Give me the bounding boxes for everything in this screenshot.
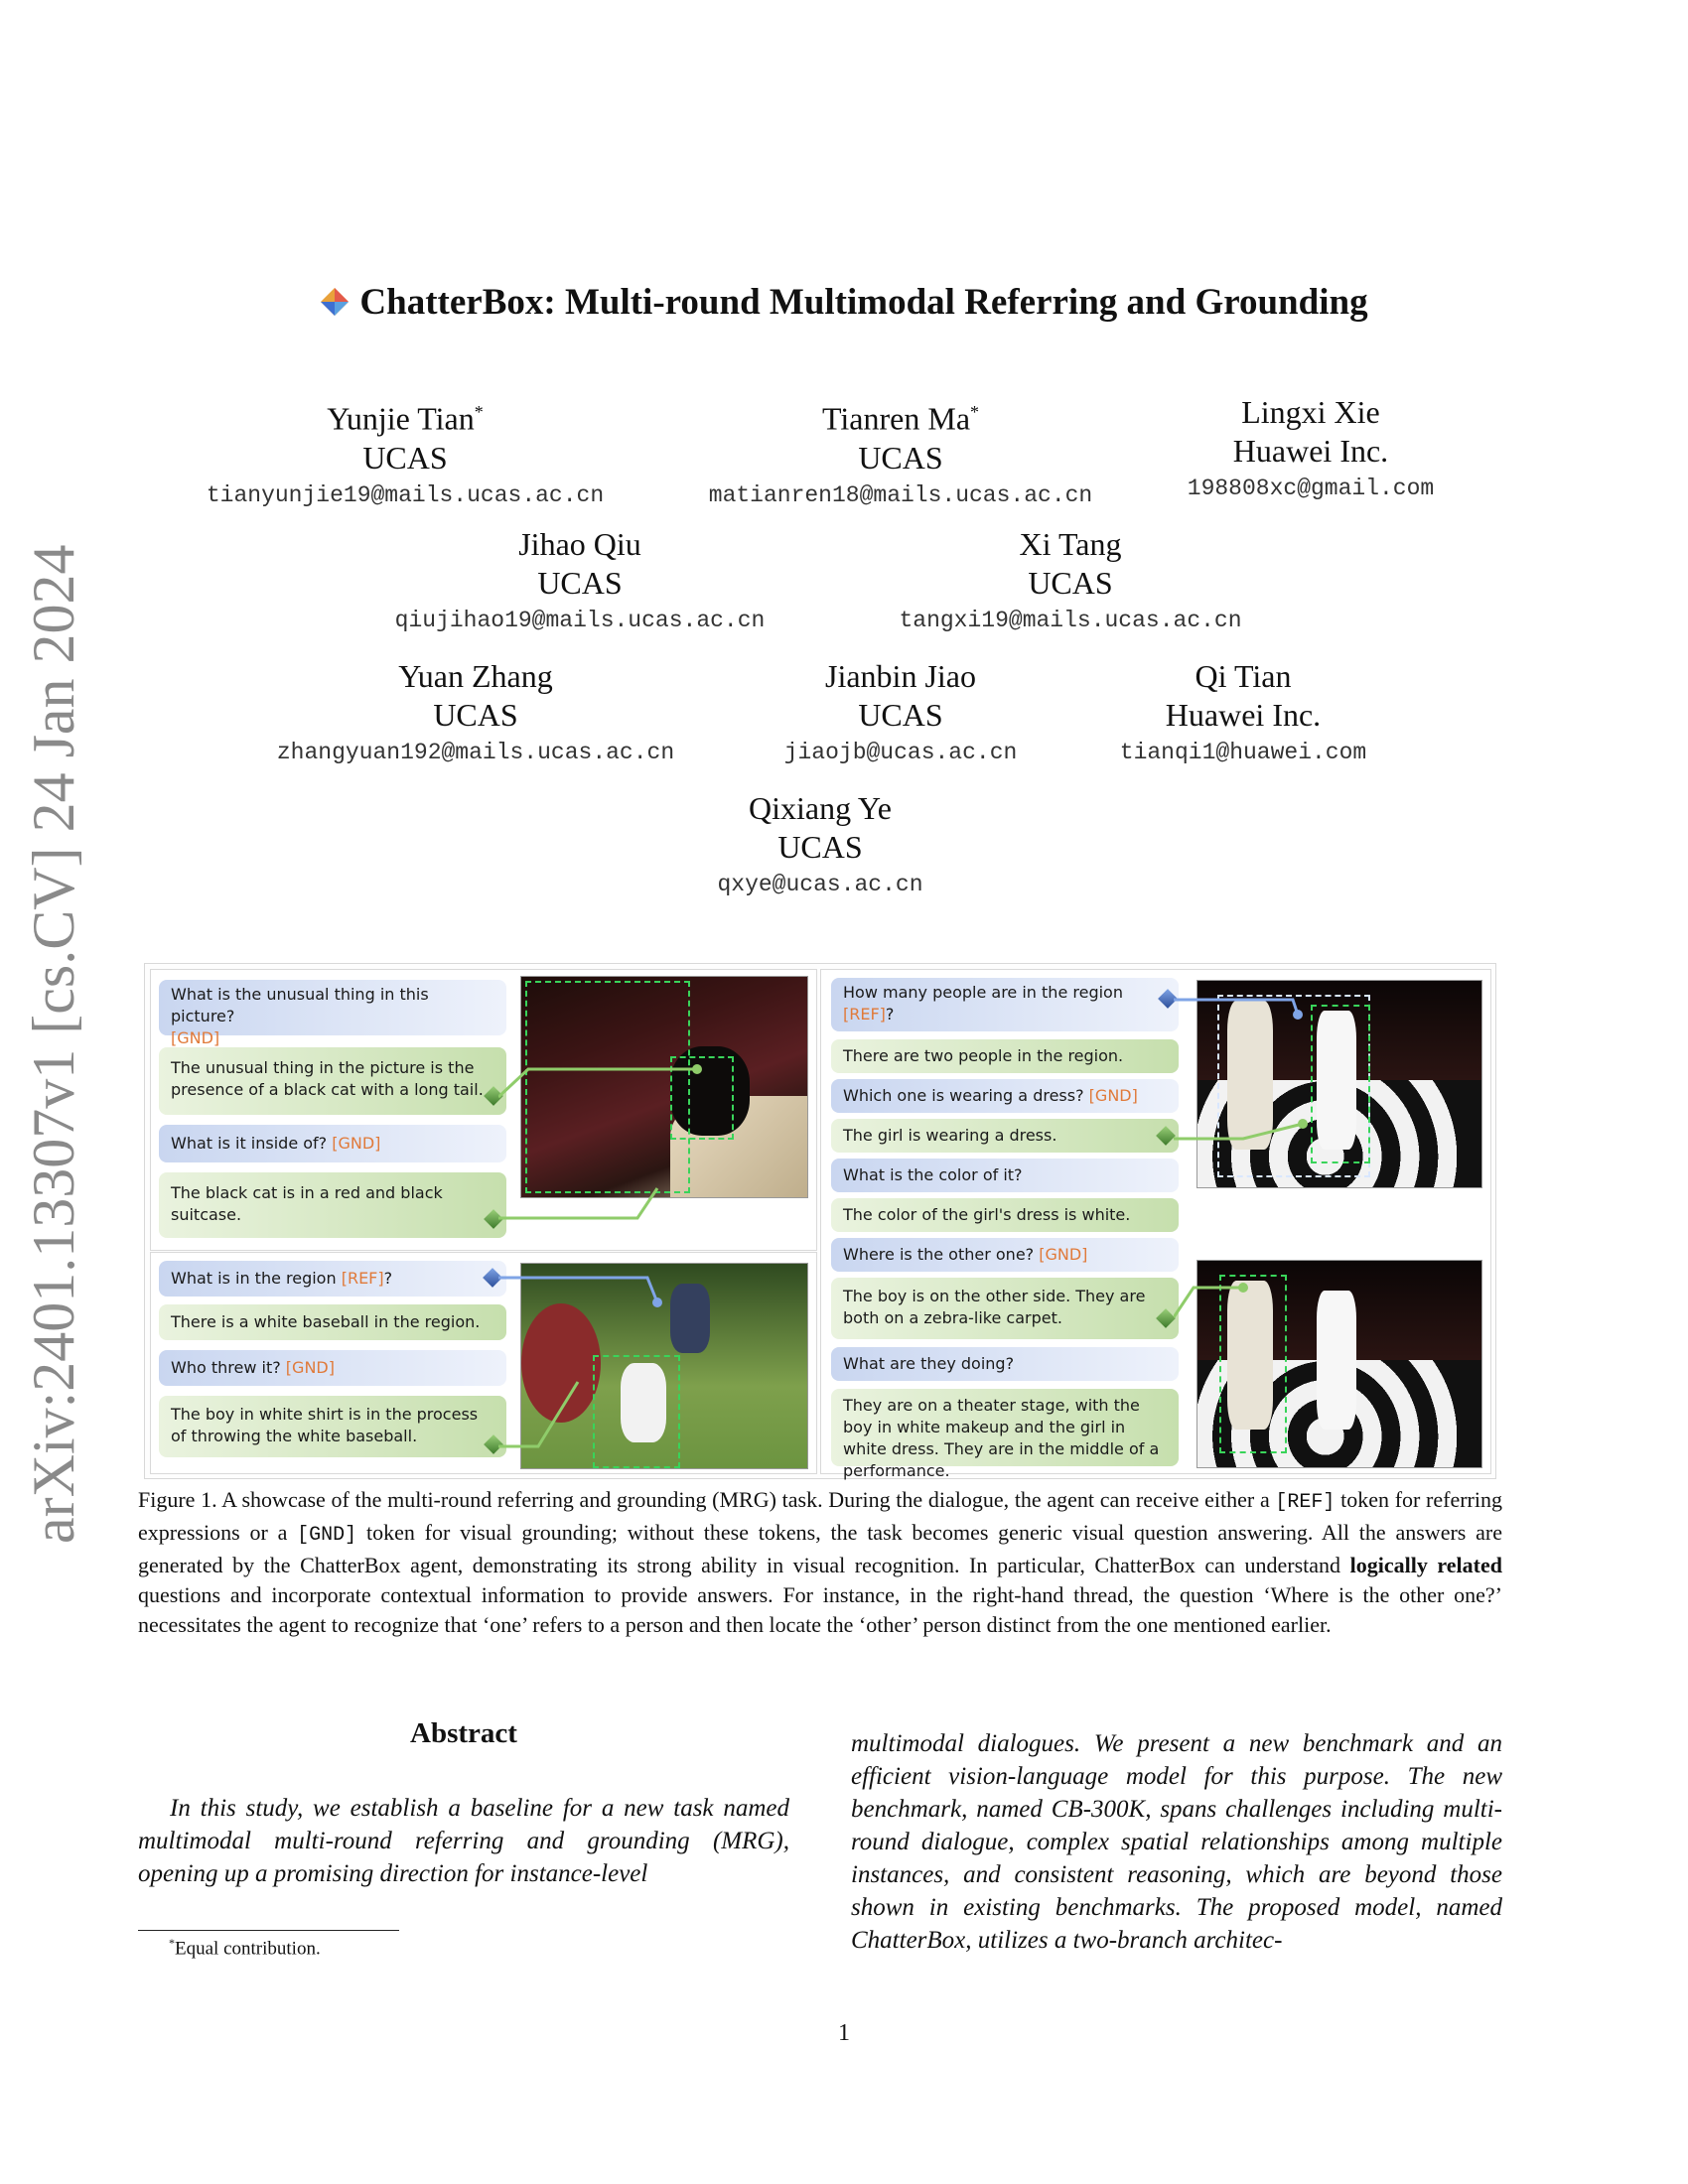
- author-affiliation: UCAS: [537, 565, 623, 601]
- footnote-mark: *: [169, 1936, 175, 1950]
- equal-contribution-mark: *: [970, 402, 980, 422]
- figure-1-showcase: [144, 963, 1496, 1479]
- dialogue-panel-theater: [820, 969, 1491, 1480]
- gnd-token: [GND]: [1088, 1086, 1138, 1105]
- author-name: Qi Tian: [1195, 658, 1292, 694]
- ref-token: [REF]: [341, 1269, 384, 1288]
- question-bubble: [831, 1238, 1179, 1272]
- author-email: qxye@ucas.ac.cn: [717, 872, 923, 897]
- author-email: jiaojb@ucas.ac.cn: [783, 740, 1018, 765]
- grounding-connector-lines: [1174, 985, 1323, 1342]
- author-affiliation: Huawei Inc.: [1232, 433, 1389, 469]
- author-block: [1188, 392, 1434, 501]
- caption-text: token for referring expressions or a: [138, 1487, 1502, 1545]
- abstract-heading: Abstract: [410, 1717, 517, 1749]
- footnote-text: Equal contribution.: [175, 1938, 321, 1960]
- question-bubble: [159, 1261, 506, 1297]
- caption-bold-text: logically related: [1349, 1553, 1502, 1577]
- author-name: Jihao Qiu: [518, 526, 641, 562]
- author-affiliation: UCAS: [858, 697, 943, 733]
- author-affiliation: UCAS: [777, 829, 863, 865]
- ref-token-inline: [REF]: [1275, 1491, 1336, 1514]
- answer-bubble: [159, 1304, 506, 1340]
- author-name: Lingxi Xie: [1241, 394, 1380, 430]
- abstract-text-right: multimodal dialogues. We present a new benchmark and an efficient vision-language model for this purpose. The new benchmark, named CB-300K, spans challenges including multi-round dialogue, complex spatial relationships among multiple instances, and consistent reasoning, which are beyond those shown in existing benchmarks. The proposed model, named ChatterBox, utilizes a two-branch architec-: [851, 1730, 1502, 1954]
- gnd-token: [GND]: [171, 1028, 220, 1047]
- question-text: Where is the other one?: [843, 1245, 1040, 1264]
- answer-text: The girl is wearing a dress.: [843, 1126, 1057, 1145]
- answer-bubble: [831, 1278, 1179, 1339]
- question-bubble: [831, 1079, 1179, 1113]
- answer-text: The unusual thing in the picture is the presence of a black cat with a long tail.: [171, 1058, 484, 1099]
- author-email: matianren18@mails.ucas.ac.cn: [708, 481, 1093, 508]
- author-name: Qixiang Ye: [748, 790, 893, 826]
- author-email: 198808xc@gmail.com: [1187, 476, 1435, 501]
- question-bubble: [159, 1350, 506, 1386]
- author-name: Jianbin Jiao: [825, 658, 976, 694]
- referring-connector-lines: [498, 1263, 717, 1461]
- girl-figure: [1317, 1291, 1356, 1430]
- answer-bubble: [831, 1198, 1179, 1232]
- answer-bubble: [159, 1172, 506, 1238]
- author-affiliation: UCAS: [433, 697, 518, 733]
- author-block: [277, 656, 674, 765]
- question-text: What are they doing?: [843, 1354, 1015, 1373]
- question-text: Who threw it?: [171, 1358, 286, 1377]
- author-email: zhangyuan192@mails.ucas.ac.cn: [276, 740, 675, 765]
- author-name: Yunjie Tian: [327, 400, 475, 437]
- page-number: 1: [838, 2020, 850, 2046]
- author-block: [899, 524, 1241, 633]
- caption-text: questions and incorporate contextual information to provide answers. For instance, in the right-hand thread, the question ‘Where is the other one?’ necessitates the agent to recognize that ‘one’ refers to a person and then locate the ‘other’ person distinct from the one mentioned earlier.: [138, 1582, 1502, 1637]
- author-block: [395, 524, 766, 633]
- answer-text: The boy in white shirt is in the process of throwing the white baseball.: [171, 1405, 479, 1445]
- author-name: Yuan Zhang: [398, 658, 553, 694]
- figure-caption: [138, 1485, 1502, 1640]
- answer-bubble: [831, 1119, 1179, 1153]
- answer-bubble: [159, 1047, 506, 1115]
- answer-text: The color of the girl's dress is white.: [843, 1205, 1131, 1224]
- answer-text: The black cat is in a red and black suitcase.: [171, 1183, 443, 1224]
- dialogue-panel-cat: [150, 969, 817, 1251]
- question-end: ?: [885, 1005, 895, 1024]
- author-affiliation: UCAS: [362, 439, 448, 476]
- footnote-rule: [138, 1930, 399, 1931]
- question-bubble: [159, 980, 506, 1047]
- author-block: [784, 656, 1018, 765]
- ref-token: [REF]: [843, 1005, 886, 1024]
- question-bubble: [831, 978, 1179, 1031]
- author-email: qiujihao19@mails.ucas.ac.cn: [394, 608, 766, 633]
- abstract-text-left: In this study, we establish a baseline for a new task named multimodal multi-round referring and grounding (MRG), opening up a promising direction for instance-level: [138, 1795, 789, 1887]
- answer-text: There is a white baseball in the region.: [171, 1312, 481, 1331]
- author-email: tangxi19@mails.ucas.ac.cn: [899, 608, 1242, 633]
- equal-contribution-mark: *: [474, 402, 484, 422]
- paper-title: [0, 281, 1688, 324]
- caption-text: token for visual grounding; without these tokens, the task becomes generic visual question answering. All the answers are generated by the ChatterBox agent, demonstrating its strong ability in visual recognition. In particular, ChatterBox can understand: [138, 1520, 1503, 1577]
- author-block: [709, 392, 1092, 508]
- answer-bubble: [831, 1039, 1179, 1073]
- gnd-token: [GND]: [332, 1134, 381, 1153]
- gnd-token: [GND]: [285, 1358, 335, 1377]
- author-name: Xi Tang: [1019, 526, 1122, 562]
- chatterbox-logo-icon: [320, 284, 350, 314]
- answer-text: There are two people in the region.: [843, 1046, 1124, 1065]
- caption-text: Figure 1. A showcase of the multi-round referring and grounding (MRG) task. During the dialogue, the agent can receive either a: [138, 1487, 1276, 1512]
- author-email: tianyunjie19@mails.ucas.ac.cn: [206, 481, 605, 508]
- dialogue-panel-baseball: [150, 1252, 817, 1474]
- gnd-token-inline: [GND]: [297, 1524, 357, 1547]
- question-text: Which one is wearing a dress?: [843, 1086, 1089, 1105]
- author-block: [1120, 656, 1366, 765]
- author-block: [717, 788, 922, 897]
- question-text: What is it inside of?: [171, 1134, 333, 1153]
- question-bubble: [831, 1159, 1179, 1192]
- paper-title-text: ChatterBox: Multi-round Multimodal Referring and Grounding: [359, 282, 1368, 323]
- answer-text: They are on a theater stage, with the boy in white makeup and the girl in white dress. They are in the middle of a performance.: [843, 1396, 1160, 1480]
- answer-bubble: [159, 1396, 506, 1457]
- question-bubble: [159, 1125, 506, 1162]
- question-end: ?: [383, 1269, 393, 1288]
- question-text: What is in the region: [171, 1269, 342, 1288]
- arxiv-identifier-stamp: arXiv:2401.13307v1 [cs.CV] 24 Jan 2024: [21, 544, 86, 1544]
- footnote: [169, 1936, 321, 1960]
- question-text: What is the unusual thing in this picture?: [171, 985, 429, 1025]
- author-affiliation: UCAS: [1028, 565, 1113, 601]
- author-email: tianqi1@huawei.com: [1119, 740, 1367, 765]
- answer-text: The boy is on the other side. They are both on a zebra-like carpet.: [843, 1287, 1146, 1327]
- gnd-token: [GND]: [1039, 1245, 1088, 1264]
- answer-bubble: [831, 1389, 1179, 1480]
- question-text: How many people are in the region: [843, 983, 1123, 1002]
- grounding-connector-lines: [498, 1029, 737, 1228]
- author-block: [207, 392, 604, 508]
- author-affiliation: Huawei Inc.: [1165, 697, 1322, 733]
- question-text: What is the color of it?: [843, 1165, 1023, 1184]
- author-affiliation: UCAS: [858, 439, 943, 476]
- author-name: Tianren Ma: [821, 400, 971, 437]
- question-bubble: [831, 1347, 1179, 1381]
